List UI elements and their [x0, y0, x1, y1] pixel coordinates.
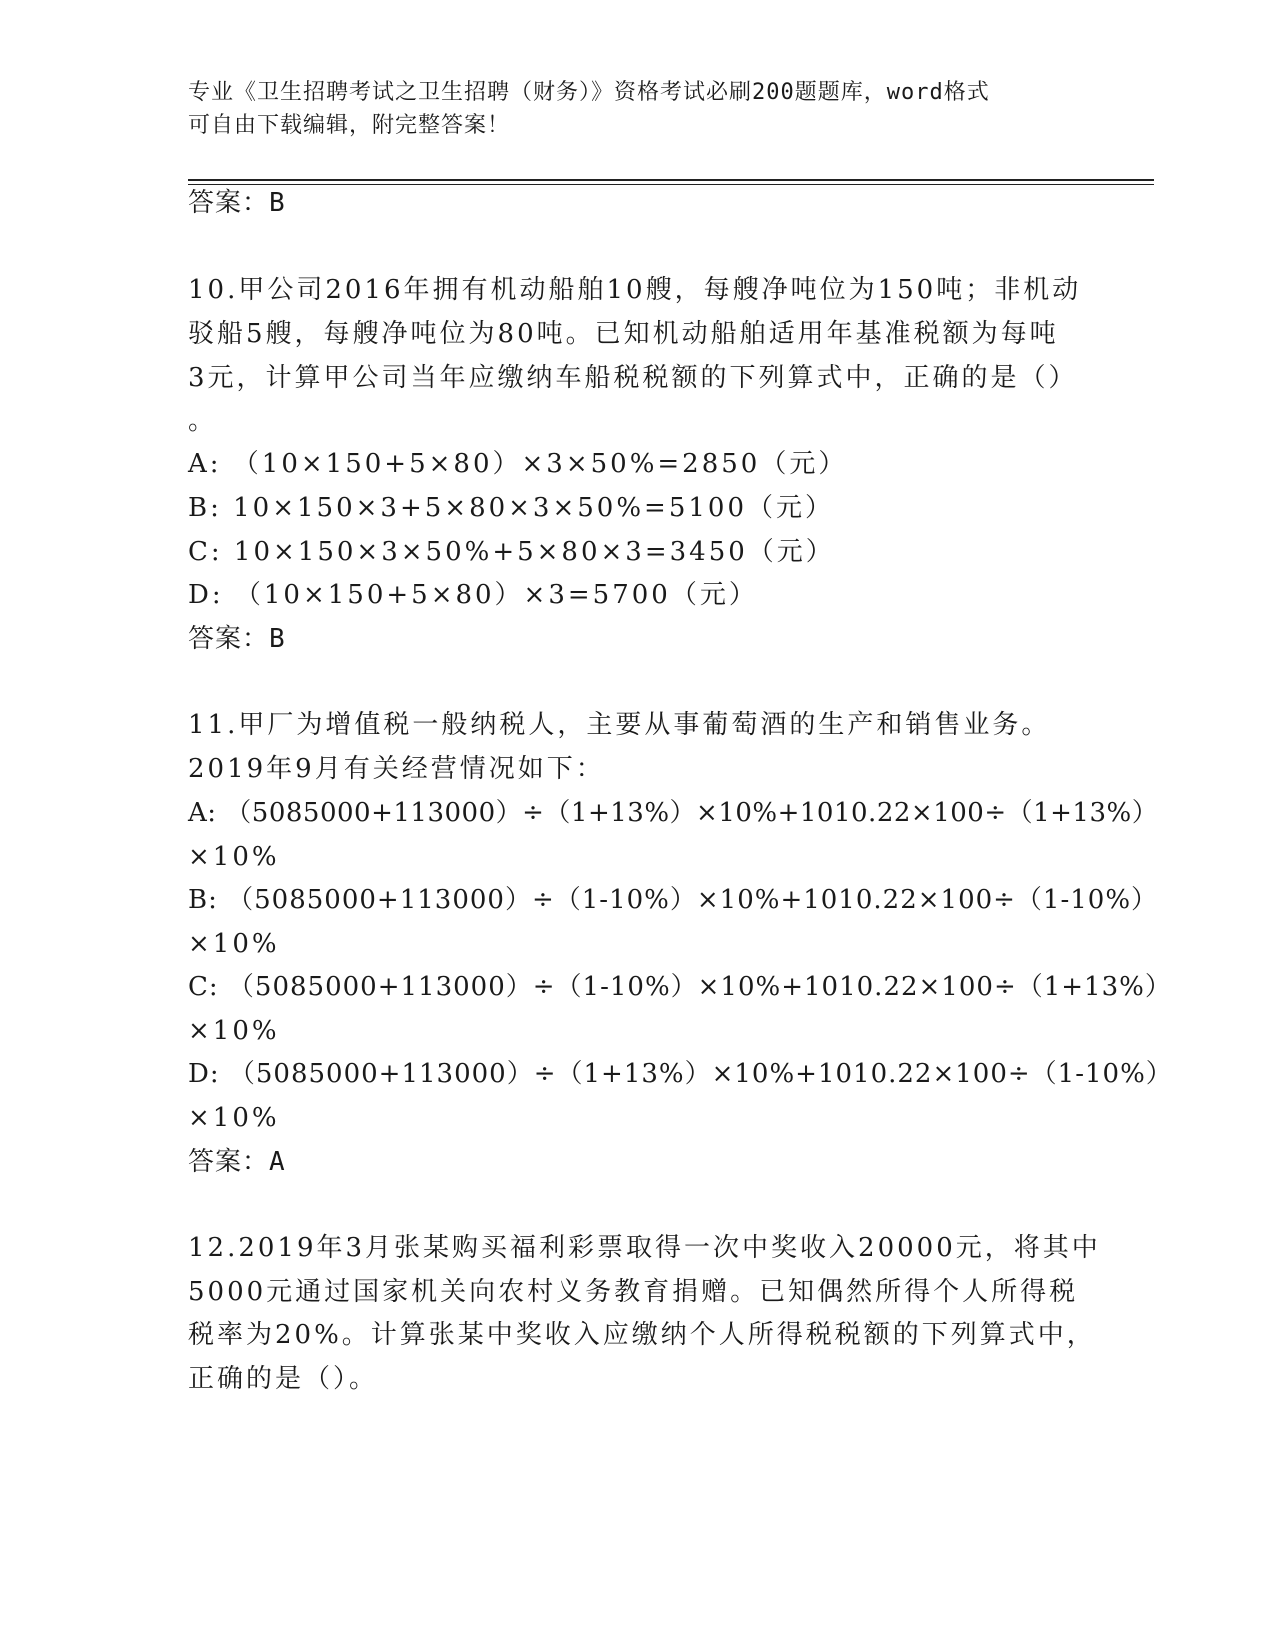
page-header	[188, 76, 1068, 142]
q10-option-b: B: 10×150×3+5×80×3×50%=5100（元）	[188, 493, 835, 523]
q11-stem-line-1: 11.甲厂为增值税一般纳税人，主要从事葡萄酒的生产和销售业务。	[188, 710, 1051, 740]
q11-option-d: D: （5085000+113000）÷（1+13%）×10%+1010.22×100÷（1-10%）	[188, 1059, 1173, 1089]
q11-option-c-cont: ×10%	[188, 1016, 280, 1046]
q10-stem-line-3: 3元，计算甲公司当年应缴纳车船税税额的下列算式中，正确的是（）	[188, 363, 1078, 393]
q12-stem-line-4: 正确的是（）。	[188, 1364, 379, 1394]
q10-stem-line-4: 。	[188, 406, 218, 436]
q11-option-a-cont: ×10%	[188, 842, 280, 872]
q10-answer: 答案：B	[188, 624, 286, 654]
header-line-1: 专业《卫生招聘考试之卫生招聘（财务）》资格考试必刷200题题库，word格式	[188, 80, 990, 105]
q10-stem-line-1: 10.甲公司2016年拥有机动船舶10艘，每艘净吨位为150吨；非机动	[188, 275, 1082, 305]
previous-answer: 答案：B	[188, 188, 286, 218]
q11-option-a: A: （5085000+113000）÷（1+13%）×10%+1010.22×100÷（1+13%）	[188, 798, 1159, 828]
q10-option-d: D: （10×150+5×80）×3=5700（元）	[188, 580, 758, 610]
q11-option-c: C: （5085000+113000）÷（1-10%）×10%+1010.22×100÷（1+13%）	[188, 972, 1172, 1002]
q11-answer: 答案：A	[188, 1147, 286, 1177]
q11-option-b-cont: ×10%	[188, 929, 280, 959]
q12-stem-line-1: 12.2019年3月张某购买福利彩票取得一次中奖收入20000元，将其中	[188, 1233, 1101, 1263]
q10-stem-line-2: 驳船5艘，每艘净吨位为80吨。已知机动船舶适用年基准税额为每吨	[188, 319, 1059, 349]
header-divider-thin	[188, 184, 1154, 185]
q11-option-b: B: （5085000+113000）÷（1-10%）×10%+1010.22×100÷（1-10%）	[188, 885, 1159, 915]
q11-stem-line-2: 2019年9月有关经营情况如下：	[188, 754, 605, 784]
header-divider	[188, 179, 1154, 181]
q12-stem-line-3: 税率为20%。计算张某中奖收入应缴纳个人所得税税额的下列算式中，	[188, 1320, 1096, 1350]
q10-option-a: A: （10×150+5×80）×3×50%=2850（元）	[188, 449, 848, 479]
q12-stem-line-2: 5000元通过国家机关向农村义务教育捐赠。已知偶然所得个人所得税	[188, 1277, 1079, 1307]
header-line-2: 可自由下载编辑，附完整答案！	[188, 113, 511, 138]
q10-option-c: C: 10×150×3×50%+5×80×3=3450（元）	[188, 537, 835, 567]
q11-option-d-cont: ×10%	[188, 1103, 280, 1133]
